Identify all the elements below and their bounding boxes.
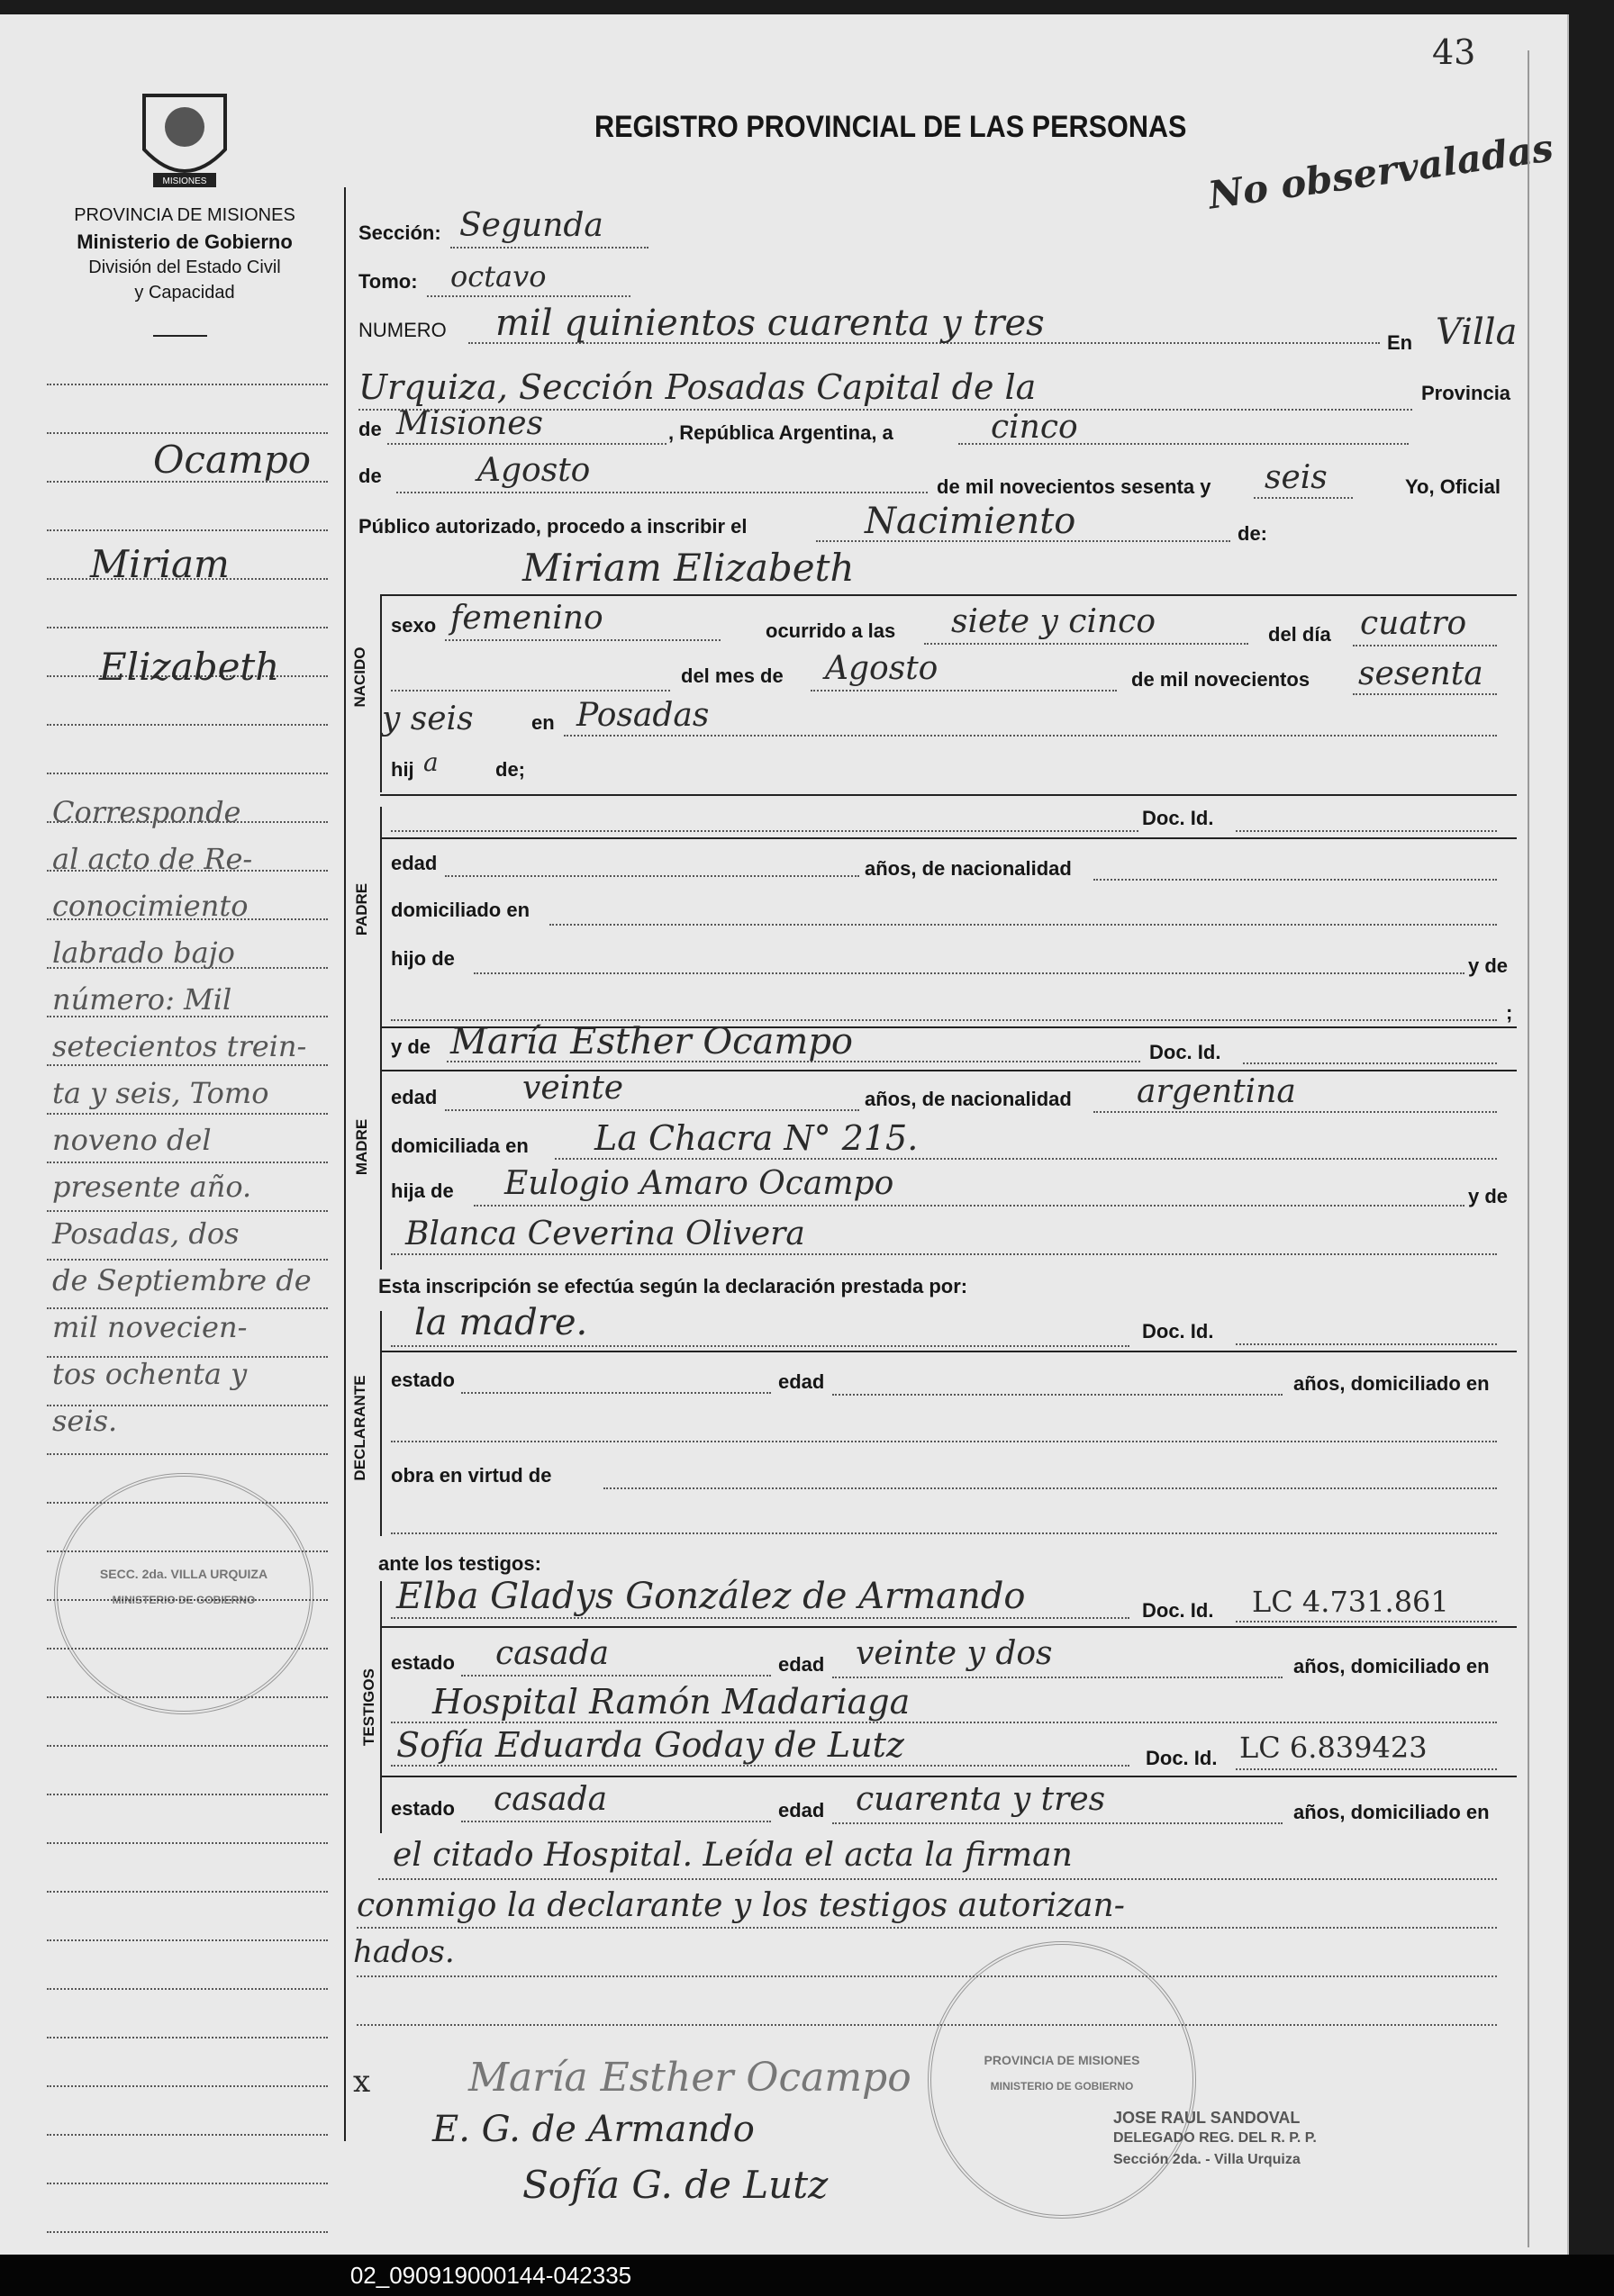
label-provincia: Provincia bbox=[1421, 382, 1511, 404]
margin-note-line: ta y seis, Tomo bbox=[52, 1076, 269, 1110]
margin-ruled-line bbox=[47, 2231, 328, 2233]
section-bracket bbox=[380, 1026, 382, 1270]
label-de2: de bbox=[358, 465, 382, 487]
label-doc-id-madre: Doc. Id. bbox=[1149, 1041, 1221, 1063]
label-doc-id-t1: Doc. Id. bbox=[1142, 1599, 1214, 1622]
value-testigo1-edad: veinte y dos bbox=[856, 1635, 1053, 1672]
label-hija-de: hija de bbox=[391, 1180, 454, 1202]
label-en: En bbox=[1387, 331, 1413, 354]
value-madre-madre: Blanca Ceverina Olivera bbox=[405, 1216, 805, 1252]
margin-note-line: número: Mil bbox=[52, 982, 232, 1017]
dots bbox=[832, 1822, 1283, 1824]
capacity-label: y Capacidad bbox=[134, 283, 235, 303]
label-del-mes: del mes de bbox=[681, 664, 784, 687]
dots bbox=[391, 1532, 1497, 1534]
dots bbox=[445, 875, 859, 877]
dots bbox=[555, 1158, 1497, 1160]
label-anos-dom: años, domiciliado en bbox=[1293, 1372, 1490, 1395]
label-publico: Público autorizado, procedo a inscribir el bbox=[358, 515, 748, 538]
label-anos-nac-madre: años, de nacionalidad bbox=[865, 1088, 1072, 1110]
value-madre: María Esther Ocampo bbox=[450, 1021, 854, 1062]
margin-ruled-line bbox=[47, 1453, 328, 1455]
margin-note-line: al acto de Re- bbox=[52, 842, 253, 876]
margin-note-line: tos ochenta y bbox=[52, 1357, 248, 1391]
value-mes: Agosto bbox=[477, 452, 591, 489]
dots bbox=[445, 1109, 859, 1111]
margin-ruled-line bbox=[47, 432, 328, 434]
closing-line-3: hados. bbox=[353, 1934, 455, 1970]
label-domiciliada: domiciliada en bbox=[391, 1134, 529, 1157]
margin-note-line: Posadas, dos bbox=[52, 1216, 240, 1251]
margin-border bbox=[344, 187, 346, 2141]
value-seccion: Segunda bbox=[459, 207, 603, 244]
value-testigo2: Sofía Eduarda Goday de Lutz bbox=[396, 1725, 904, 1765]
dots bbox=[391, 1617, 1129, 1619]
label-anos-dom-t1: años, domiciliado en bbox=[1293, 1655, 1490, 1677]
label-doc-id-decl: Doc. Id. bbox=[1142, 1320, 1214, 1342]
value-testigo1-estado: casada bbox=[495, 1635, 610, 1672]
register-page bbox=[0, 14, 1569, 2255]
margin-ruled-line bbox=[47, 2037, 328, 2038]
value-mes-nac: Agosto bbox=[825, 650, 938, 687]
section-rule bbox=[380, 1626, 1517, 1628]
label-estado-t1: estado bbox=[391, 1651, 455, 1674]
label-edad-t2: edad bbox=[778, 1799, 825, 1821]
section-bracket bbox=[380, 1581, 382, 1833]
section-rule bbox=[380, 837, 1517, 839]
label-doc-id-t2: Doc. Id. bbox=[1146, 1747, 1218, 1769]
page-number: 43 bbox=[1432, 32, 1476, 72]
dots bbox=[387, 443, 666, 445]
scan-id: 02_090919000144-042335 bbox=[349, 2262, 632, 2289]
dots bbox=[1236, 830, 1497, 832]
scan-footer bbox=[0, 2255, 1614, 2296]
margin-name1: Miriam bbox=[90, 542, 230, 586]
label-del-dia: del día bbox=[1268, 623, 1331, 646]
label-obra: obra en virtud de bbox=[391, 1464, 552, 1487]
header-divider bbox=[153, 335, 207, 337]
dots bbox=[391, 830, 1138, 832]
label-hijo: hij bbox=[391, 758, 414, 781]
dots bbox=[391, 1441, 1497, 1442]
dots bbox=[391, 1722, 1497, 1723]
dots bbox=[396, 492, 928, 493]
value-testigo2-estado: casada bbox=[494, 1781, 608, 1818]
label-tomo: Tomo: bbox=[358, 270, 418, 293]
value-nombre: Miriam Elizabeth bbox=[522, 546, 855, 590]
label-de: de bbox=[358, 418, 382, 440]
margin-ruled-line bbox=[47, 384, 328, 385]
margin-note bbox=[52, 789, 312, 1444]
label-mil-nov: de mil novecientos sesenta y bbox=[937, 475, 1211, 498]
signature-witness2: Sofía G. de Lutz bbox=[522, 2163, 829, 2207]
dots bbox=[1236, 1768, 1497, 1770]
margin-ruled-line bbox=[47, 1842, 328, 1844]
value-numero: mil quinientos cuarenta y tres bbox=[495, 303, 1045, 344]
division-label: División del Estado Civil bbox=[88, 258, 281, 277]
margin-ruled-line bbox=[47, 627, 328, 628]
margin-ruled-line bbox=[47, 2085, 328, 2087]
label-republica: , República Argentina, a bbox=[668, 421, 893, 444]
dots bbox=[564, 735, 1497, 737]
section-rule bbox=[380, 1776, 1517, 1777]
seal-label: MISIONES bbox=[162, 176, 207, 186]
margin-ruled-line bbox=[47, 1745, 328, 1747]
dots bbox=[357, 2024, 1497, 2026]
margin-note-line: conocimiento bbox=[52, 889, 249, 923]
value-anio-nac-cont: y seis bbox=[382, 701, 474, 737]
margin-note-line: setecientos trein- bbox=[52, 1029, 307, 1063]
label-edad-madre: edad bbox=[391, 1086, 438, 1108]
section-bracket bbox=[380, 807, 382, 1026]
dots bbox=[378, 1878, 1497, 1880]
section-bracket bbox=[380, 594, 382, 792]
value-testigo1-doc: LC 4.731.861 bbox=[1252, 1585, 1449, 1619]
page-title: REGISTRO PROVINCIAL DE LAS PERSONAS bbox=[594, 110, 1187, 144]
label-semicolon: ; bbox=[1506, 1001, 1513, 1024]
official-place: Sección 2da. - Villa Urquiza bbox=[1113, 2152, 1301, 2167]
value-madre-padre: Eulogio Amaro Ocampo bbox=[504, 1165, 894, 1202]
official-stamp-left bbox=[54, 1473, 313, 1714]
label-edad: edad bbox=[391, 852, 438, 874]
signature-witness1: E. G. de Armando bbox=[432, 2109, 755, 2150]
dots bbox=[357, 1975, 1497, 1977]
value-testigo2-edad: cuarenta y tres bbox=[856, 1781, 1106, 1818]
stamp-bottom-text: MINISTERIO DE GOBIERNO bbox=[112, 1594, 256, 1606]
margin-note-line: Corresponde bbox=[52, 795, 241, 829]
closing-line-1: el citado Hospital. Leída el acta la firman bbox=[393, 1837, 1073, 1874]
side-label-declarante: DECLARANTE bbox=[351, 1375, 368, 1481]
stamp-text: SECC. 2da. VILLA URQUIZA bbox=[99, 1567, 268, 1581]
dots bbox=[445, 639, 721, 641]
section-rule bbox=[380, 794, 1517, 796]
margin-ruled-line bbox=[47, 1794, 328, 1795]
label-ante-testigos: ante los testigos: bbox=[378, 1552, 541, 1575]
label-domiciliado: domiciliado en bbox=[391, 899, 530, 921]
page-edge bbox=[1528, 50, 1529, 2247]
label-hijo-de: hijo de bbox=[391, 947, 455, 970]
section-rule bbox=[380, 594, 1517, 596]
value-madre-nac: argentina bbox=[1137, 1073, 1296, 1110]
value-dia-nac: cuatro bbox=[1360, 605, 1467, 642]
margin-ruled-line bbox=[47, 2183, 328, 2184]
label-seccion: Sección: bbox=[358, 221, 441, 244]
dots bbox=[832, 1677, 1283, 1678]
margin-note-line: noveno del bbox=[52, 1123, 212, 1157]
dots bbox=[474, 972, 1464, 974]
value-provincia: Misiones bbox=[396, 405, 544, 442]
label-yo-oficial: Yo, Oficial bbox=[1405, 475, 1501, 498]
margin-name2: Elizabeth bbox=[99, 645, 280, 689]
side-label-padre: PADRE bbox=[353, 882, 370, 936]
value-madre-edad: veinte bbox=[522, 1070, 624, 1107]
margin-ruled-line bbox=[47, 1939, 328, 1941]
label-anos-nac: años, de nacionalidad bbox=[865, 857, 1072, 880]
value-en: Villa bbox=[1436, 312, 1518, 353]
value-testigo1-dom: Hospital Ramón Madariaga bbox=[432, 1682, 911, 1722]
official-title: DELEGADO REG. DEL R. P. P. bbox=[1113, 2130, 1317, 2146]
dots bbox=[1254, 497, 1353, 499]
value-acto: Nacimiento bbox=[865, 501, 1076, 542]
value-testigo1: Elba Gladys González de Armando bbox=[396, 1576, 1026, 1617]
label-edad-t1: edad bbox=[778, 1653, 825, 1676]
dots bbox=[832, 1394, 1283, 1396]
dots bbox=[811, 690, 1117, 692]
section-rule bbox=[380, 1351, 1517, 1352]
value-locality: Urquiza, Sección Posadas Capital de la bbox=[358, 367, 1037, 407]
value-testigo2-doc: LC 6.839423 bbox=[1239, 1731, 1428, 1765]
label-y-de: y de bbox=[1468, 954, 1509, 977]
coat-of-arms-icon bbox=[135, 86, 234, 194]
label-y-de3: y de bbox=[1468, 1185, 1509, 1207]
label-anos-dom-t2: años, domiciliado en bbox=[1293, 1801, 1490, 1823]
dots bbox=[1236, 1343, 1497, 1345]
label-esta-inscripcion: Esta inscripción se efectúa según la declaración prestada por: bbox=[378, 1275, 968, 1297]
value-lugar: Posadas bbox=[576, 697, 710, 734]
side-label-madre: MADRE bbox=[353, 1118, 370, 1176]
dots bbox=[461, 1821, 771, 1822]
label-de-semi: de; bbox=[495, 758, 525, 781]
dots bbox=[391, 1765, 1129, 1767]
dots bbox=[1236, 1621, 1497, 1623]
dots bbox=[461, 1392, 771, 1394]
closing-line-2: conmigo la declarante y los testigos autorizan- bbox=[357, 1887, 1125, 1924]
label-numero: NUMERO bbox=[358, 319, 447, 341]
value-declarante: la madre. bbox=[414, 1302, 588, 1343]
margin-note-line: presente año. bbox=[52, 1170, 252, 1204]
margin-ruled-line bbox=[47, 529, 328, 531]
label-estado-t2: estado bbox=[391, 1797, 455, 1820]
x-mark: x bbox=[353, 2064, 371, 2100]
dots bbox=[427, 295, 630, 297]
side-label-testigos: TESTIGOS bbox=[360, 1668, 377, 1746]
dots bbox=[549, 924, 1497, 926]
label-y-de2: y de bbox=[391, 1035, 431, 1058]
margin-ruled-line bbox=[47, 2134, 328, 2136]
ministry-label: Ministerio de Gobierno bbox=[77, 231, 293, 253]
dots bbox=[924, 643, 1248, 645]
margin-annotation: No observaladas bbox=[1205, 125, 1556, 218]
label-en2: en bbox=[531, 711, 555, 734]
margin-note-line: de Septiembre de bbox=[52, 1263, 312, 1297]
margin-ruled-line bbox=[47, 1891, 328, 1893]
dots bbox=[357, 1927, 1497, 1929]
dots bbox=[474, 1205, 1464, 1207]
side-label-nacido: NACIDO bbox=[351, 646, 368, 708]
dots bbox=[603, 1487, 1497, 1489]
label-estado: estado bbox=[391, 1369, 455, 1391]
label-de-mil-nov: de mil novecientos bbox=[1131, 668, 1310, 691]
label-sexo: sexo bbox=[391, 614, 437, 637]
value-sexo: femenino bbox=[450, 600, 603, 637]
section-bracket bbox=[380, 1311, 382, 1536]
label-de-colon: de: bbox=[1238, 522, 1267, 545]
dots bbox=[391, 1253, 1497, 1255]
margin-note-line: labrado bajo bbox=[52, 936, 235, 970]
value-anio-nac: sesenta bbox=[1358, 655, 1483, 692]
label-ocurrido: ocurrido a las bbox=[766, 619, 896, 642]
margin-ruled-line bbox=[47, 724, 328, 726]
stamp-bottom-text: MINISTERIO DE GOBIERNO bbox=[990, 2080, 1134, 2093]
dots bbox=[1093, 879, 1497, 881]
margin-note-line: mil novecien- bbox=[52, 1310, 248, 1344]
value-hora: siete y cinco bbox=[951, 603, 1156, 640]
signature-mother: María Esther Ocampo bbox=[468, 2055, 911, 2101]
stamp-text: PROVINCIA DE MISIONES bbox=[984, 2053, 1140, 2067]
dots bbox=[461, 1675, 771, 1677]
official-stamp-right bbox=[928, 1941, 1196, 2219]
dots bbox=[1243, 1062, 1497, 1064]
official-name: JOSE RAUL SANDOVAL bbox=[1113, 2109, 1301, 2127]
dots bbox=[391, 1345, 1129, 1347]
margin-ruled-line bbox=[47, 1988, 328, 1990]
dots bbox=[1353, 645, 1497, 646]
value-dia: cinco bbox=[991, 409, 1078, 446]
province-label: PROVINCIA DE MISIONES bbox=[74, 205, 295, 225]
margin-note-line: seis. bbox=[52, 1404, 118, 1438]
dots bbox=[1093, 1111, 1497, 1113]
dots bbox=[450, 247, 648, 249]
label-edad-decl: edad bbox=[778, 1370, 825, 1393]
value-madre-dom: La Chacra N° 215. bbox=[594, 1118, 919, 1158]
value-tomo: octavo bbox=[450, 259, 547, 294]
dots bbox=[391, 690, 670, 692]
value-anio: seis bbox=[1265, 459, 1328, 496]
dots bbox=[1353, 693, 1497, 695]
value-hijo-suffix: a bbox=[423, 747, 439, 777]
margin-surname: Ocampo bbox=[153, 438, 311, 482]
margin-ruled-line bbox=[47, 773, 328, 774]
label-doc-id: Doc. Id. bbox=[1142, 807, 1214, 829]
